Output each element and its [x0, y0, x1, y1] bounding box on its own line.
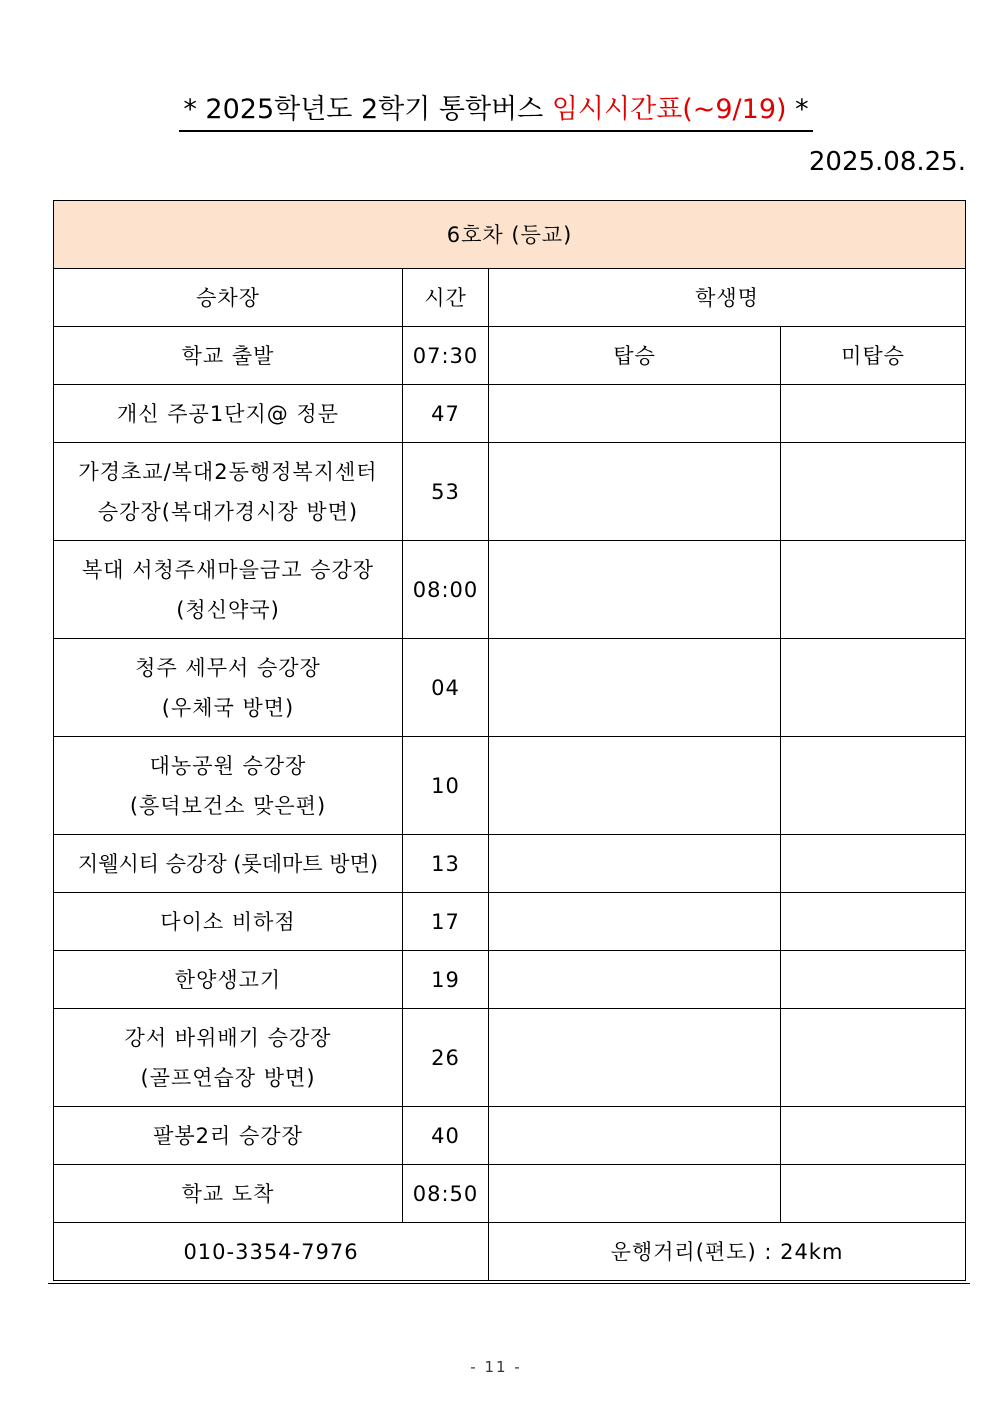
table-header: 6호차 (등교)	[54, 201, 966, 269]
page-number: - 11 -	[470, 1358, 522, 1376]
title-prefix: * 2025학년도 2학기 통학버스	[183, 94, 552, 125]
table-row	[54, 1107, 966, 1165]
table-row	[54, 737, 966, 835]
stop-name: 지웰시티 승강장 (롯데마트 방면)	[54, 835, 403, 893]
stop-name: 강서 바위배기 승강장 (골프연습장 방면)	[54, 1009, 403, 1107]
bottom-divider	[48, 1283, 970, 1284]
table-row	[54, 1165, 966, 1223]
table-row	[54, 951, 966, 1009]
noboard-cell	[781, 639, 966, 737]
noboard-cell	[781, 385, 966, 443]
stop-time: 10	[403, 737, 489, 835]
title-highlight: 임시시간표(~9/19)	[551, 94, 787, 125]
table-row	[54, 835, 966, 893]
stop-name: 다이소 비하점	[54, 893, 403, 951]
stop-time: 26	[403, 1009, 489, 1107]
stop-time: 13	[403, 835, 489, 893]
board-cell	[489, 951, 781, 1009]
board-cell	[489, 1165, 781, 1223]
board-cell	[489, 893, 781, 951]
board-cell	[489, 639, 781, 737]
stop-time: 40	[403, 1107, 489, 1165]
noboard-cell	[781, 443, 966, 541]
column-header-time: 시간	[403, 269, 489, 327]
table-row	[54, 541, 966, 639]
table-footer-row	[54, 1223, 966, 1281]
board-cell	[489, 1009, 781, 1107]
noboard-cell	[781, 737, 966, 835]
title-suffix: *	[786, 94, 809, 125]
table-row	[54, 443, 966, 541]
stop-name: 가경초교/복대2동행정복지센터 승강장(복대가경시장 방면)	[54, 443, 403, 541]
noboard-cell	[781, 893, 966, 951]
table-row	[54, 327, 966, 385]
table-row	[54, 639, 966, 737]
noboard-cell	[781, 1107, 966, 1165]
stop-name: 팔봉2리 승강장	[54, 1107, 403, 1165]
board-cell: 탑승	[489, 327, 781, 385]
stop-time: 08:50	[403, 1165, 489, 1223]
table-row	[54, 893, 966, 951]
board-cell	[489, 541, 781, 639]
stop-name: 학교 출발	[54, 327, 403, 385]
noboard-cell	[781, 951, 966, 1009]
stop-name: 복대 서청주새마을금고 승강장 (청신약국)	[54, 541, 403, 639]
driver-phone: 010-3354-7976	[54, 1223, 489, 1281]
stop-name: 학교 도착	[54, 1165, 403, 1223]
document-date: 2025.08.25.	[808, 147, 966, 177]
stop-time: 04	[403, 639, 489, 737]
document-title	[0, 92, 992, 132]
stop-name: 한양생고기	[54, 951, 403, 1009]
board-cell	[489, 385, 781, 443]
stop-time: 08:00	[403, 541, 489, 639]
noboard-cell	[781, 835, 966, 893]
board-cell	[489, 835, 781, 893]
stop-name: 대농공원 승강장 (흥덕보건소 맞은편)	[54, 737, 403, 835]
stop-time: 53	[403, 443, 489, 541]
table-row	[54, 385, 966, 443]
noboard-cell: 미탑승	[781, 327, 966, 385]
title-underline	[179, 92, 812, 132]
bus-schedule-table	[53, 200, 966, 1281]
column-header-stop: 승차장	[54, 269, 403, 327]
table-row	[54, 1009, 966, 1107]
column-header-student: 학생명	[489, 269, 966, 327]
stop-time: 17	[403, 893, 489, 951]
stop-name: 청주 세무서 승강장 (우체국 방면)	[54, 639, 403, 737]
board-cell	[489, 443, 781, 541]
route-distance: 운행거리(편도) : 24km	[489, 1223, 966, 1281]
stop-name: 개신 주공1단지@ 정문	[54, 385, 403, 443]
stop-time: 07:30	[403, 327, 489, 385]
stop-time: 19	[403, 951, 489, 1009]
noboard-cell	[781, 541, 966, 639]
noboard-cell	[781, 1009, 966, 1107]
board-cell	[489, 737, 781, 835]
noboard-cell	[781, 1165, 966, 1223]
stop-time: 47	[403, 385, 489, 443]
board-cell	[489, 1107, 781, 1165]
